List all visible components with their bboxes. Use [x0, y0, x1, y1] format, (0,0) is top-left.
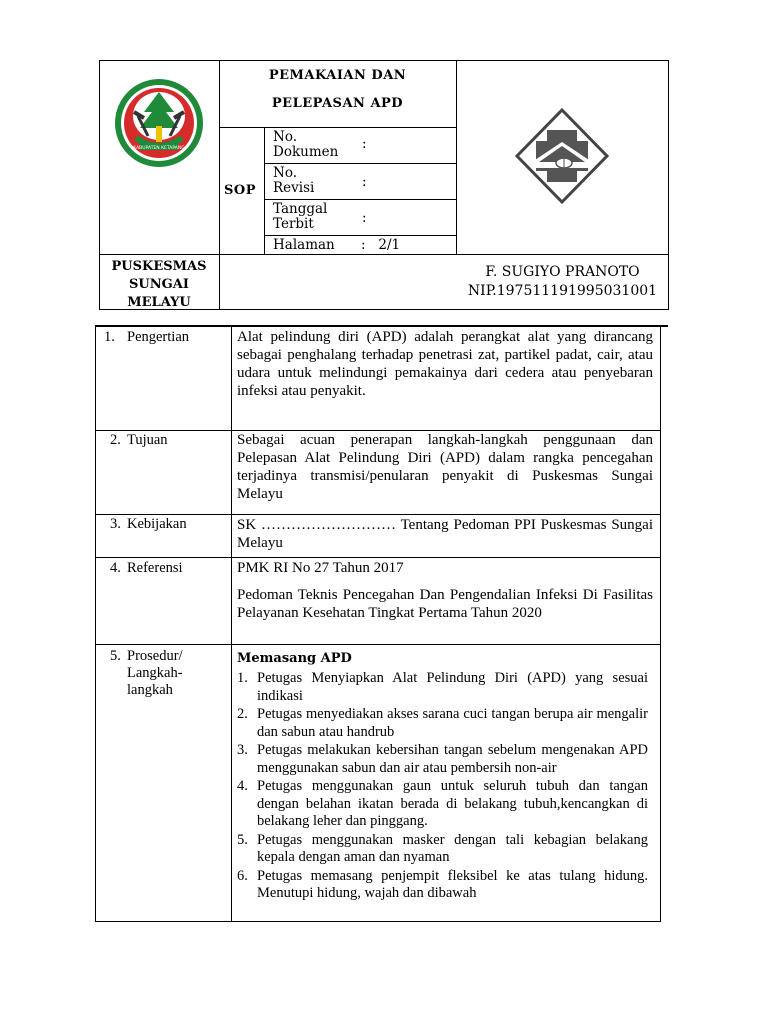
- halaman-label: Halaman: [273, 237, 335, 253]
- steps-list: [237, 670, 648, 903]
- section-3-text: SK ……………………… Tentang Pedoman PPI Puskesmas Sungai Melayu: [237, 517, 653, 551]
- step-item: 4. Petugas menggunakan gaun untuk seluruh tubuh dan tangan dengan belahan ikatan berada di belakang tubuh,kencangkan di belakang leher dan pinggang.: [237, 778, 648, 829]
- sop-title-line1: PEMAKAIAN DAN: [268, 68, 407, 83]
- section-4-text: PMK RI No 27 Tahun 2017: [237, 560, 404, 576]
- step-item: 6. Petugas memasang penjempit fleksibel ke atas tulang hidung. Menutupi hidung, wajah dan dibawah: [237, 867, 648, 901]
- kabupaten-logo: [112, 76, 206, 170]
- no-dokumen-sep: :: [362, 136, 367, 152]
- svg-text:KABUPATEN KETAPANG: KABUPATEN KETAPANG: [133, 146, 185, 151]
- no-revisi-sep: :: [362, 174, 367, 190]
- section-2-text: Sebagai acuan penerapan langkah-langkah penggunaan dan Pelepasan Alat Pelindung Diri (APD) dalam rangka pencegahan terjadinya transmisi/penularan penyakit di Puskesmas Sungai Melayu: [237, 432, 653, 502]
- tanggal-terbit-label: Tanggal Terbit: [273, 201, 328, 232]
- sop-title-line2: PELEPASAN APD: [271, 96, 404, 111]
- section-4-label: Referensi: [127, 560, 183, 576]
- no-revisi-label: No. Revisi: [273, 165, 315, 196]
- no-dokumen-label: No. Dokumen: [273, 129, 339, 160]
- halaman-value: : 2/1: [361, 237, 401, 253]
- step-item: 3. Petugas melakukan kebersihan tangan sebelum mengenakan APD menggunakan sabun dan air atau pembersih non-air: [237, 742, 648, 776]
- tanggal-terbit-sep: :: [362, 210, 367, 226]
- section-1-text: Alat pelindung diri (APD) adalah perangkat alat yang dirancang sebagai penghalang terhadap penetrasi zat, partikel padat, cair, atau udara untuk melindungi pemakainya dari cedera atau penyebaran infeksi atau penyakit.: [237, 329, 653, 399]
- section-3-label: Kebijakan: [127, 516, 187, 532]
- org-name: PUSKESMAS SUNGAI MELAYU: [111, 259, 207, 310]
- section-5-subheading: Memasang APD: [237, 651, 352, 666]
- sop-label: SOP: [224, 183, 256, 198]
- section-4-text2: Pedoman Teknis Pencegahan Dan Pengendalian Infeksi Di Fasilitas Pelayanan Kesehatan Tingkat Pertama Tahun 2020: [237, 587, 653, 621]
- section-5-label: Prosedur/ Langkah- langkah: [127, 648, 183, 698]
- puskesmas-logo: [515, 108, 609, 204]
- section-4-number: 4.: [110, 560, 121, 576]
- section-2-number: 2.: [110, 432, 121, 448]
- section-1-label: Pengertian: [127, 329, 190, 345]
- signer-name: F. SUGIYO PRANOTO: [485, 264, 640, 280]
- section-2-label: Tujuan: [127, 432, 168, 448]
- section-1-number: 1.: [104, 329, 115, 345]
- signer-nip: NIP.197511191995031001: [467, 283, 658, 299]
- step-item: 1. Petugas Menyiapkan Alat Pelindung Diri (APD) yang sesuai indikasi: [237, 670, 648, 704]
- step-item: 2. Petugas menyediakan akses sarana cuci tangan berupa air mengalir dan sabun atau handrub: [237, 706, 648, 740]
- section-5-number: 5.: [110, 648, 121, 664]
- step-item: 5. Petugas menggunakan masker dengan tali kebagian belakang kepala dengan aman dan nyaman: [237, 831, 648, 865]
- section-3-number: 3.: [110, 516, 121, 532]
